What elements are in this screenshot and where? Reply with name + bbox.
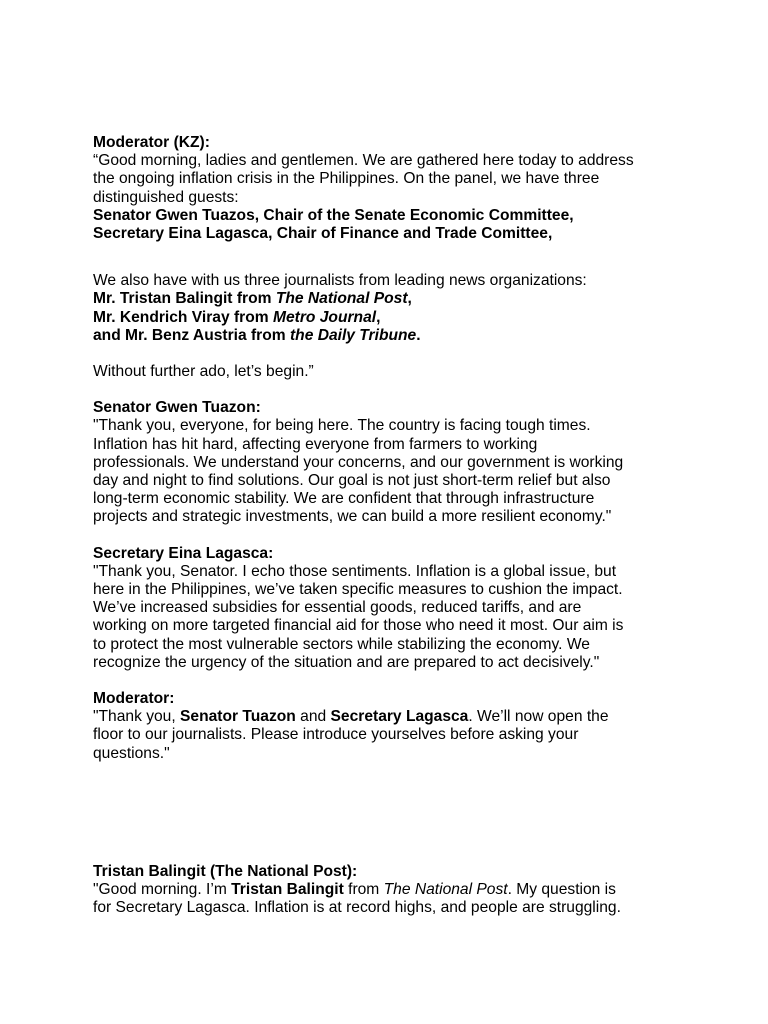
paragraph-line: Inflation has hit hard, affecting everyone from farmers to working xyxy=(93,435,538,453)
guest-secretary: Secretary Eina Lagasca, Chair of Finance and Trade Comittee, xyxy=(93,225,553,243)
paragraph-line: "Thank you, Senator Tuazon and Secretary Lagasca. We’ll now open the xyxy=(93,708,609,726)
paragraph-line: long-term economic stability. We are confident that through infrastructure xyxy=(93,490,595,508)
paragraph-line: the ongoing inflation crisis in the Philippines. On the panel, we have three xyxy=(93,170,600,188)
paragraph-line: here in the Philippines, we’ve taken specific measures to cushion the impact. xyxy=(93,581,623,599)
speaker-tristan: Tristan Balingit (The National Post): xyxy=(93,862,358,880)
paragraph-line: floor to our journalists. Please introduce yourselves before asking your xyxy=(93,726,579,744)
paragraph-line: "Thank you, Senator. I echo those sentiments. Inflation is a global issue, but xyxy=(93,562,617,580)
paragraph-line: projects and strategic investments, we can build a more resilient economy." xyxy=(93,508,612,526)
paragraph-line: distinguished guests: xyxy=(93,188,239,206)
paragraph-line: professionals. We understand your concerns, and our government is working xyxy=(93,453,624,471)
paragraph-line: for Secretary Lagasca. Inflation is at record highs, and people are struggling. xyxy=(93,899,621,917)
speaker-secretary: Secretary Eina Lagasca: xyxy=(93,544,274,562)
speaker-moderator-kz: Moderator (KZ): xyxy=(93,134,210,151)
paragraph-line: day and night to find solutions. Our goal is not just short-term relief but also xyxy=(93,472,611,490)
paragraph-line: We’ve increased subsidies for essential goods, reduced tariffs, and are xyxy=(93,599,582,617)
journalists-intro: We also have with us three journalists from leading news organizations: xyxy=(93,272,587,290)
paragraph-line: recognize the urgency of the situation and are prepared to act decisively." xyxy=(93,653,600,671)
outlet-daily-tribune: the Daily Tribune xyxy=(289,326,417,344)
closing-line: Without further ado, let’s begin.” xyxy=(93,363,314,381)
outlet-national-post: The National Post xyxy=(275,290,408,308)
journalist-kendrich: Mr. Kendrich Viray from Metro Journal, xyxy=(93,308,381,326)
paragraph-line: questions." xyxy=(93,744,170,762)
paragraph-line: "Thank you, everyone, for being here. The country is facing tough times. xyxy=(93,417,591,435)
paragraph-line: to protect the most vulnerable sectors while stabilizing the economy. We xyxy=(93,635,590,653)
paragraph-line: "Good morning. I’m Tristan Balingit from The National Post. My question is xyxy=(93,881,616,899)
document-page xyxy=(93,134,693,918)
speaker-senator: Senator Gwen Tuazon: xyxy=(93,399,261,417)
guest-senator: Senator Gwen Tuazos, Chair of the Senate Economic Committee, xyxy=(93,206,574,224)
journalist-benz: and Mr. Benz Austria from the Daily Tribune. xyxy=(93,326,421,344)
journalist-tristan: Mr. Tristan Balingit from The National Post, xyxy=(93,290,412,308)
outlet-metro-journal: Metro Journal xyxy=(272,308,377,326)
paragraph-line: working on more targeted financial aid for those who need it most. Our aim is xyxy=(93,617,624,635)
paragraph-line: “Good morning, ladies and gentlemen. We are gathered here today to address xyxy=(93,152,634,170)
speaker-moderator: Moderator: xyxy=(93,690,175,708)
